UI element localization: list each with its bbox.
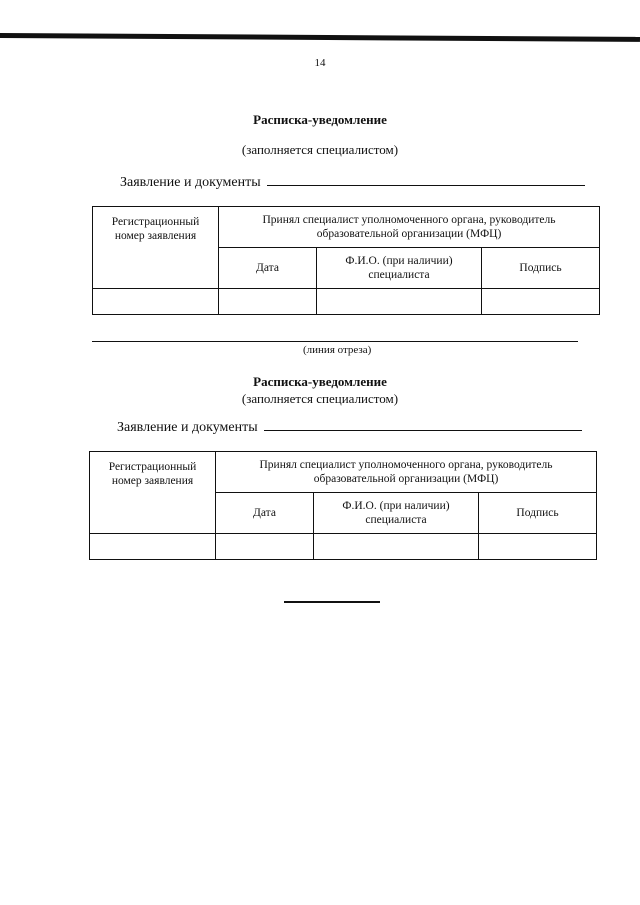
signature-cell-top[interactable] [482,289,600,315]
receipt-subtitle-top: (заполняется специалистом) [241,142,399,157]
page-number: 14 [314,57,326,69]
cut-line-label: (линия отреза) [303,344,372,356]
receipt-table-bottom [89,451,597,560]
name-cell-top[interactable] [317,289,482,315]
accepted-header-bottom: Принял специалист уполномоченного органа, руководитель образовательной организации (МФЦ) [216,452,597,493]
documents-line-bottom [117,420,582,436]
signature-header-bottom: Подпись [479,493,597,534]
documents-line-top [120,175,585,191]
accepted-header-top: Принял специалист уполномоченного органа, руководитель образовательной организации (МФЦ) [219,207,600,248]
date-cell-top[interactable] [219,289,317,315]
top-scan-border [0,33,640,42]
receipt-table-top [92,206,600,315]
name-header-top: Ф.И.О. (при наличии) специалиста [317,248,482,289]
name-header-bottom: Ф.И.О. (при наличии) специалиста [314,493,479,534]
receipt-title-top: Расписка-уведомление [253,112,387,127]
signature-header-top: Подпись [482,248,600,289]
documents-fill-line-top[interactable] [267,184,585,186]
reg-number-cell-top[interactable] [93,289,219,315]
documents-label-bottom: Заявление и документы [117,420,258,435]
cut-line [92,341,578,342]
reg-number-cell-bottom[interactable] [90,534,216,560]
name-cell-bottom[interactable] [314,534,479,560]
documents-label-top: Заявление и документы [120,175,261,190]
documents-fill-line-bottom[interactable] [264,429,582,431]
date-cell-bottom[interactable] [216,534,314,560]
date-header-bottom: Дата [216,493,314,534]
receipt-subtitle-bottom: (заполняется специалистом) [241,391,399,406]
date-header-top: Дата [219,248,317,289]
signature-cell-bottom[interactable] [479,534,597,560]
end-rule [284,601,380,603]
reg-number-header-bottom: Регистрационный номер заявления [90,452,216,534]
receipt-title-bottom: Расписка-уведомление [253,374,387,389]
reg-number-header-top: Регистрационный номер заявления [93,207,219,289]
